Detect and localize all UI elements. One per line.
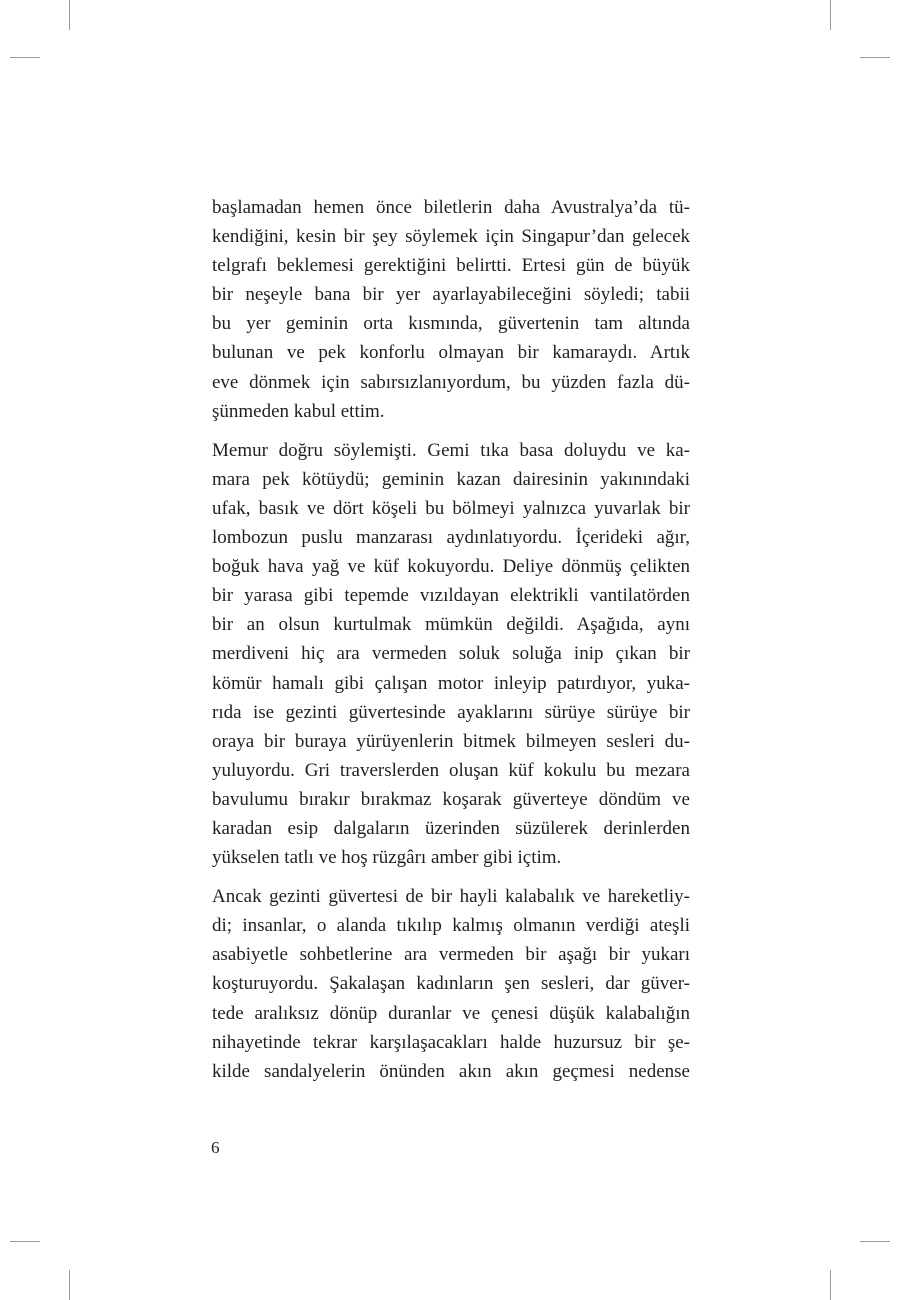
crop-mark-left-top: [10, 57, 40, 58]
text-line: asabiyetle sohbetlerine ara vermeden bir aşağı bir yukarı: [212, 944, 690, 966]
text-line: bir an olsun kurtulmak mümkün değildi. Aşağıda, aynı: [212, 614, 690, 636]
text-line: ufak, basık ve dört köşeli bu bölmeyi yalnızca yuvarlak bir: [212, 497, 690, 519]
text-line: nihayetinde tekrar karşılaşacakları halde huzursuz bir şe-: [212, 1031, 690, 1053]
crop-mark-right-top: [860, 57, 890, 58]
paragraph: [212, 193, 690, 426]
text-line: telgrafı beklemesi gerektiğini belirtti. Ertesi gün de büyük: [212, 255, 690, 277]
text-line: yükselen tatlı ve hoş rüzgârı amber gibi içtim.: [212, 847, 562, 869]
text-line: başlamadan hemen önce biletlerin daha Avustralya’da tü-: [212, 197, 690, 218]
text-line: bu yer geminin orta kısmında, güvertenin tam altında: [212, 313, 690, 335]
text-line: bir neşeyle bana bir yer ayarlayabileceğini söyledi; tabii: [212, 284, 690, 306]
crop-mark-left-bottom: [10, 1241, 40, 1242]
crop-mark-right-bottom: [860, 1241, 890, 1242]
text-line: karadan esip dalgaların üzerinden süzülerek derinlerden: [212, 817, 690, 839]
text-line: oraya bir buraya yürüyenlerin bitmek bilmeyen sesleri du-: [212, 730, 690, 752]
text-line: kömür hamalı gibi çalışan motor inleyip patırdıyor, yuka-: [212, 672, 690, 694]
text-line: Memur doğru söylemişti. Gemi tıka basa doluydu ve ka-: [212, 439, 690, 461]
text-line: tede aralıksız dönüp duranlar ve çenesi düşük kalabalığın: [212, 1002, 690, 1024]
page-number: 6: [211, 1138, 220, 1157]
text-line: şünmeden kabul ettim.: [212, 400, 385, 422]
text-line: rıda ise gezinti güvertesinde ayaklarını sürüye sürüye bir: [212, 701, 690, 723]
body-text: [212, 193, 690, 1096]
crop-mark-bottom-right: [830, 1270, 831, 1300]
text-line: bavulumu bırakır bırakmaz koşarak güverteye döndüm ve: [212, 788, 690, 810]
text-line: boğuk hava yağ ve küf kokuyordu. Deliye dönmüş çelikten: [212, 556, 690, 578]
text-line: koşturuyordu. Şakalaşan kadınların şen sesleri, dar güver-: [212, 973, 690, 995]
text-line: eve dönmek için sabırsızlanıyordum, bu yüzden fazla dü-: [212, 371, 690, 393]
text-line: lombozun puslu manzarası aydınlatıyordu. İçerideki ağır,: [212, 527, 690, 549]
paragraph: [212, 882, 690, 1086]
text-line: yuluyordu. Gri traverslerden oluşan küf kokulu bu mezara: [212, 759, 690, 781]
text-line: merdiveni hiç ara vermeden soluk soluğa inip çıkan bir: [212, 643, 690, 665]
text-line: di; insanlar, o alanda tıkılıp kalmış olmanın verdiği ateşli: [212, 915, 690, 937]
crop-mark-top-left: [69, 0, 70, 30]
text-line: bir yarasa gibi tepemde vızıldayan elektrikli vantilatörden: [212, 585, 690, 607]
text-line: mara pek kötüydü; geminin kazan dairesinin yakınındaki: [212, 468, 690, 490]
text-line: Ancak gezinti güvertesi de bir hayli kalabalık ve hareketliy-: [212, 886, 690, 908]
text-line: bulunan ve pek konforlu olmayan bir kamaraydı. Artık: [212, 342, 690, 364]
text-line: kendiğini, kesin bir şey söylemek için Singapur’dan gelecek: [212, 226, 690, 248]
text-line: kilde sandalyelerin önünden akın akın geçmesi nedense: [212, 1060, 690, 1082]
paragraph: [212, 436, 690, 872]
crop-mark-bottom-left: [69, 1270, 70, 1300]
crop-mark-top-right: [830, 0, 831, 30]
